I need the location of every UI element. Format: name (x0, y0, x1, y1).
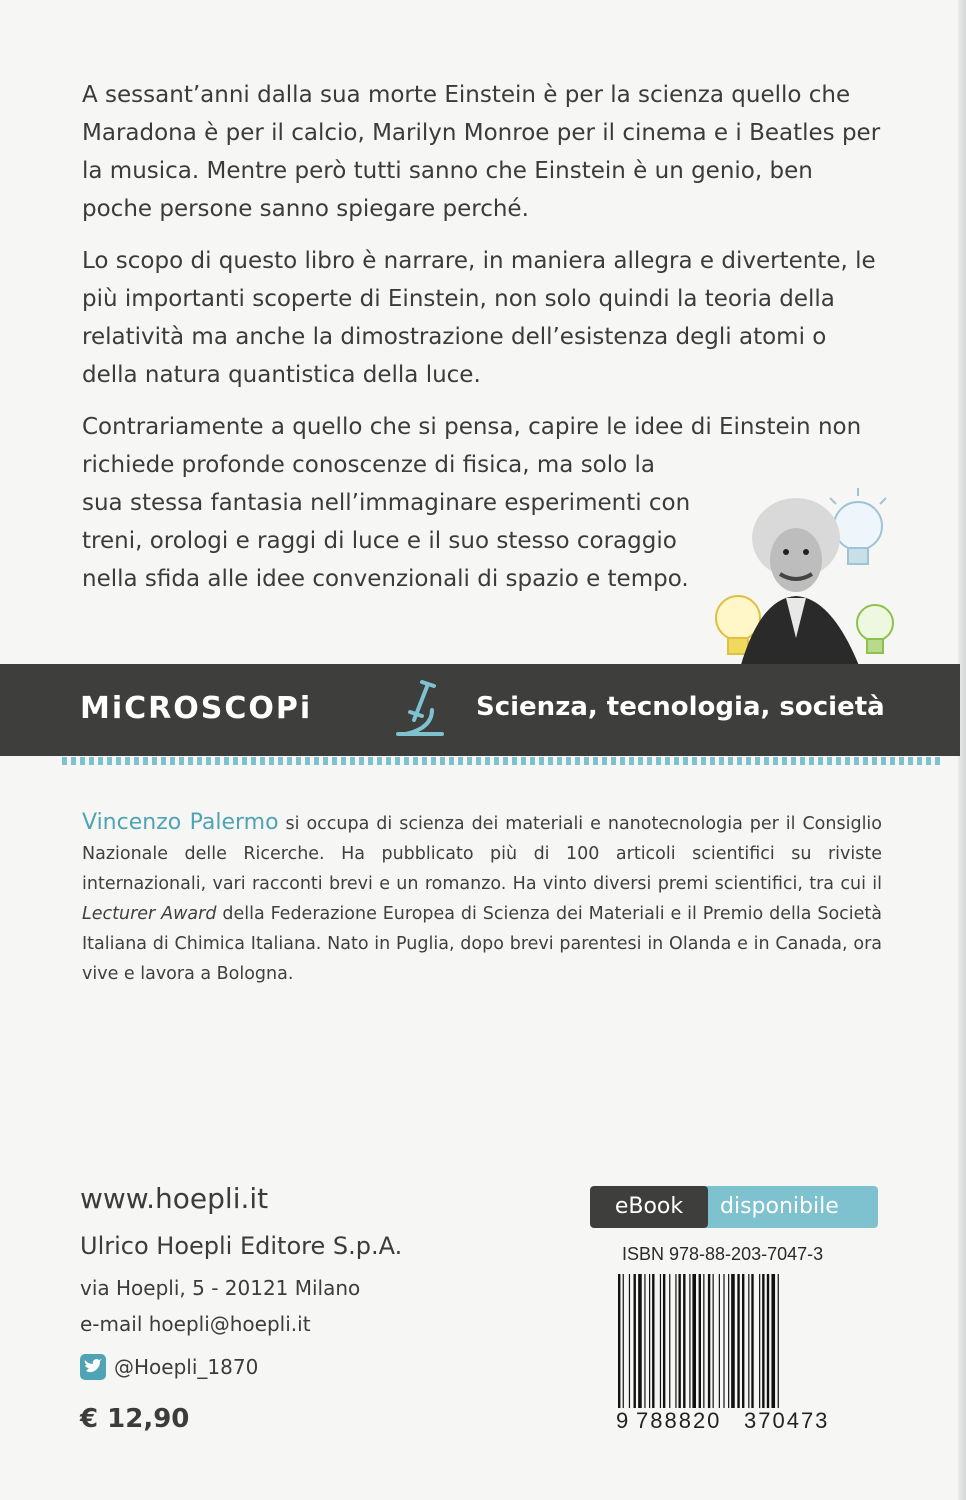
barcode-bar (708, 1274, 710, 1408)
barcode-bar (660, 1274, 661, 1408)
blurb-paragraph-2: Lo scopo di questo libro è narrare, in maniera allegra e divertente, le più importanti scoperte di Einstein, non solo quindi la teoria della relatività ma anche la dimostrazione dell’esistenza degli atomi o della natura quantistica della luce. (82, 248, 876, 388)
twitter-icon (80, 1354, 106, 1380)
barcode-digits-left: 788820 (636, 1408, 722, 1433)
barcode-bar (692, 1274, 696, 1408)
barcode-digits-right: 370473 (744, 1408, 830, 1433)
bio-award: Lecturer Award (82, 904, 217, 924)
twitter-handle: @Hoepli_1870 (114, 1355, 259, 1379)
barcode-bar (644, 1274, 645, 1408)
barcode-bar (728, 1274, 729, 1408)
barcode-bar (629, 1274, 630, 1408)
ebook-availability: disponibile (720, 1194, 839, 1219)
barcode-bar (703, 1274, 704, 1408)
barcode-bar (669, 1274, 670, 1408)
decorative-dashed-border (62, 756, 942, 766)
barcode-bar (623, 1274, 624, 1408)
price: € 12,90 (80, 1404, 190, 1434)
barcode-bar (689, 1274, 690, 1408)
barcode-bar (649, 1274, 650, 1408)
bio-text-1: si occupa di scienza dei materiali e nanotecnologia per il Consiglio Nazionale delle Ricerche. Ha pubblicato più di 100 articoli scientifici su riviste internazionali, vari racconti brevi e un romanzo. Ha vinto diversi premi scientifici, tra cui il (82, 814, 883, 894)
author-bio (82, 808, 882, 989)
author-name: Vincenzo Palermo (82, 810, 279, 835)
barcode-bar (723, 1274, 724, 1408)
barcode-bar (634, 1274, 636, 1408)
ebook-badge (590, 1186, 878, 1228)
microscope-icon (392, 676, 448, 738)
barcode-bar (771, 1274, 775, 1408)
blurb-paragraph-3-rest: richiede profonde conoscenze di fisica, ma solo la sua stessa fantasia nell’immaginare esperimenti con treni, orologi e raggi di luce e il suo stesso coraggio nella sfida alle idee convenzionali di spazio e tempo. (82, 452, 691, 592)
publisher-name: Ulrico Hoepli Editore S.p.A. (80, 1232, 403, 1260)
barcode-bar (737, 1274, 739, 1408)
blurb-paragraph-3-line-1: Contrariamente a quello che si pensa, capire le idee di Einstein non (82, 414, 862, 440)
barcode-bar (778, 1274, 779, 1408)
lightbulb-icon (830, 488, 886, 564)
barcode-bar (638, 1274, 642, 1408)
barcode-bar (748, 1274, 749, 1408)
barcode-bar (731, 1274, 735, 1408)
barcode-bar (719, 1274, 720, 1408)
series-name: MiCROSCOPi (80, 691, 313, 726)
publisher-website: www.hoepli.it (80, 1182, 269, 1215)
publisher-address: via Hoepli, 5 - 20121 Milano (80, 1276, 361, 1300)
lightbulb-icon (857, 605, 893, 653)
blurb-paragraph-3 (82, 408, 862, 598)
publisher-email: e-mail hoepli@hoepli.it (80, 1312, 311, 1336)
barcode-bar (663, 1274, 665, 1408)
publisher-twitter (80, 1354, 258, 1380)
barcode-bar (675, 1274, 676, 1408)
barcode-bar (683, 1274, 685, 1408)
barcode-bar (751, 1274, 753, 1408)
barcode (616, 1274, 842, 1408)
barcode-bar (652, 1274, 654, 1408)
barcode-bar (699, 1274, 701, 1408)
barcode-digits (616, 1408, 846, 1434)
barcode-bar (742, 1274, 744, 1408)
blurb-paragraph-1: A sessant’anni dalla sua morte Einstein è per la scienza quello che Maradona è per il calcio, Marilyn Monroe per il cinema e i Beatles per la musica. Mentre però tutti sanno che Einstein è un genio, ben poche persone sanno spiegare perché. (82, 82, 881, 222)
barcode-bar (618, 1274, 620, 1408)
barcode-bar (767, 1274, 769, 1408)
einstein-portrait-illustration (700, 478, 910, 668)
ebook-tag: eBook (590, 1186, 708, 1228)
barcode-bar (678, 1274, 680, 1408)
barcode-bar (762, 1274, 764, 1408)
bio-text-2: della Federazione Europea di Scienza dei Materiali e il Premio della Società Italiana di Chimica Italiana. Nato in Puglia, dopo brevi parentesi in Olanda e in Canada, ora vive e lavora a Bologna. (82, 904, 882, 984)
isbn-label: ISBN 978-88-203-7047-3 (622, 1244, 824, 1264)
series-tagline: Scienza, tecnologia, società (476, 692, 885, 722)
barcode-bar (759, 1274, 760, 1408)
barcode-bar (713, 1274, 714, 1408)
barcode-digit-first: 9 (616, 1408, 629, 1433)
